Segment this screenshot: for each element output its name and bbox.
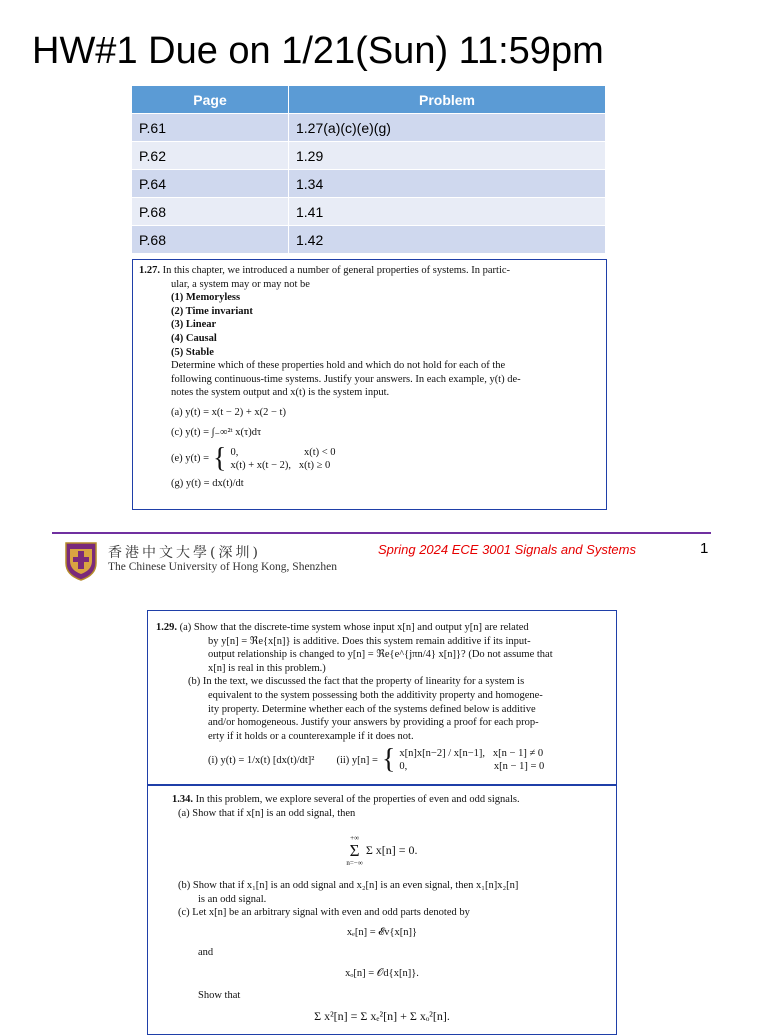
sum-icon: Σ [349,841,360,861]
problem-text: (a) Show that if x[n] is an odd signal, then [178,807,356,819]
cell-problem: 1.29 [289,142,606,170]
equation-ii-case: x[n]x[n−2] / x[n−1], x[n − 1] ≠ 0 [399,747,544,759]
problem-1-29-box [147,610,617,785]
problem-text: equivalent to the system possessing both the additivity property and homogene- [208,689,543,701]
university-crest-icon [64,541,98,581]
equation-a: Σ x[n] = 0. [365,842,418,857]
problem-text: and [198,946,214,958]
cell-problem: 1.41 [289,198,606,226]
problem-1-27-box [132,259,607,510]
problem-text: by y[n] = ℜe{x[n]} is additive. Does this system remain additive if its input- [208,635,531,647]
table-row [132,198,606,226]
problem-text: Show that [198,989,241,1001]
cell-problem: 1.34 [289,170,606,198]
problem-number: 1.27. [139,265,160,276]
table-row [132,170,606,198]
property-item: (3) Linear [171,319,217,331]
cell-page: P.68 [132,198,289,226]
property-item: (5) Stable [171,346,214,358]
problem-number: 1.34. [172,794,193,805]
cell-problem: 1.27(a)(c)(e)(g) [289,114,606,142]
equation-ii-case: 0, x[n − 1] = 0 [399,761,545,773]
university-name-chinese: 香港中文大學(深圳) [108,545,261,561]
page-number: 1 [700,540,709,557]
column-header-problem: Problem [289,86,606,114]
equation-g: (g) y(t) = dx(t)/dt [171,478,244,490]
problem-text: output relationship is changed to y[n] = ℜe{e^{jπn/4} x[n]}? (Do not assume that [208,649,553,661]
property-item: (4) Causal [171,332,217,344]
problem-text: (c) Let x[n] be an arbitrary signal with even and odd parts denoted by [178,907,470,919]
table-header-row [132,86,606,114]
equation-i: (i) y(t) = 1/x(t) [dx(t)/dt]² [208,754,315,766]
brace-icon: { [381,744,396,776]
problem-text: ular, a system may or may not be [171,278,310,290]
problem-text: ity property. Determine whether each of the systems defined below is additive [208,703,536,715]
equation-a: (a) y(t) = x(t − 2) + x(2 − t) [171,406,286,418]
equation-c: (c) y(t) = ∫₋∞²ᵗ x(τ)dτ [171,426,262,438]
equation-e-case: 0, x(t) < 0 [230,446,336,458]
cell-page: P.64 [132,170,289,198]
problem-text: notes the system output and x(t) is the system input. [171,387,390,399]
problem-number: 1.29. [156,622,177,633]
cell-page: P.68 [132,226,289,254]
university-name-english: The Chinese University of Hong Kong, Shenzhen [108,561,338,573]
equation-ii-label: (ii) y[n] = [336,754,378,766]
footer-divider [52,532,711,534]
problem-1-34-box: 1.34. In this problem, we explore several of the properties of even and odd signals. (a) Show that if x[n] is an odd signal, then +∞ Σ n=−∞ Σ x[n] = 0. (b) Show that if x₁[n] is an odd signal and x₂[n] is an even signal, then x₁[n]x₂[n] is an odd signal. (c) Let x[n] be an arbitrary signal with even and odd parts denoted by xₑ[n] = 𝓔v{x[n]} and xₒ[n] = 𝒪d{x[n]}. Show that Σ x²[n] = Σ xₑ²[n] + Σ xₒ²[n]. [147,785,617,1035]
equation-e-case: x(t) + x(t − 2), x(t) ≥ 0 [230,460,331,472]
page-title: HW#1 Due on 1/21(Sun) 11:59pm [32,30,604,72]
column-header-page: Page [132,86,289,114]
cell-problem: 1.42 [289,226,606,254]
cell-page: P.61 [132,114,289,142]
property-item: (2) Time invariant [171,305,253,317]
problem-text: is an odd signal. [198,893,267,905]
table-row [132,226,606,254]
problem-text: erty if it holds or a counterexample if it does not. [208,730,414,742]
problem-text: (b) Show that if x₁[n] is an odd signal and x₂[n] is an even signal, then x₁[n]x₂[n] [178,880,519,892]
brace-icon: { [213,443,227,475]
problem-text: (b) In the text, we discussed the fact that the property of linearity for a system is [188,676,525,688]
problem-text: In this problem, we explore several of the properties of even and odd signals. [195,794,520,805]
problem-text: following continuous-time systems. Justify your answers. In each example, y(t) de- [171,373,521,385]
equation-even-part: xₑ[n] = 𝓔v{x[n]} [346,926,418,938]
problem-text: and/or homogeneous. Justify your answers by providing a proof for each prop- [208,717,539,729]
table-row [132,142,606,170]
problem-text: Determine which of these properties hold and which do not hold for each of the [171,360,506,372]
problem-text: (a) Show that the discrete-time system whose input x[n] and output y[n] are related [179,622,529,633]
course-title: Spring 2024 ECE 3001 Signals and Systems [378,542,636,557]
problem-text: x[n] is real in this problem.) [208,662,326,674]
equation-odd-part: xₒ[n] = 𝒪d{x[n]}. [345,968,419,980]
property-item: (1) Memoryless [171,292,241,304]
cell-page: P.62 [132,142,289,170]
table-row [132,114,606,142]
equation-e-label: (e) y(t) = [171,453,209,465]
problem-text: In this chapter, we introduced a number of general properties of systems. In partic- [162,265,511,276]
equation-energy: Σ x²[n] = Σ xₑ²[n] + Σ xₒ²[n]. [314,1009,450,1024]
homework-table [132,86,606,253]
